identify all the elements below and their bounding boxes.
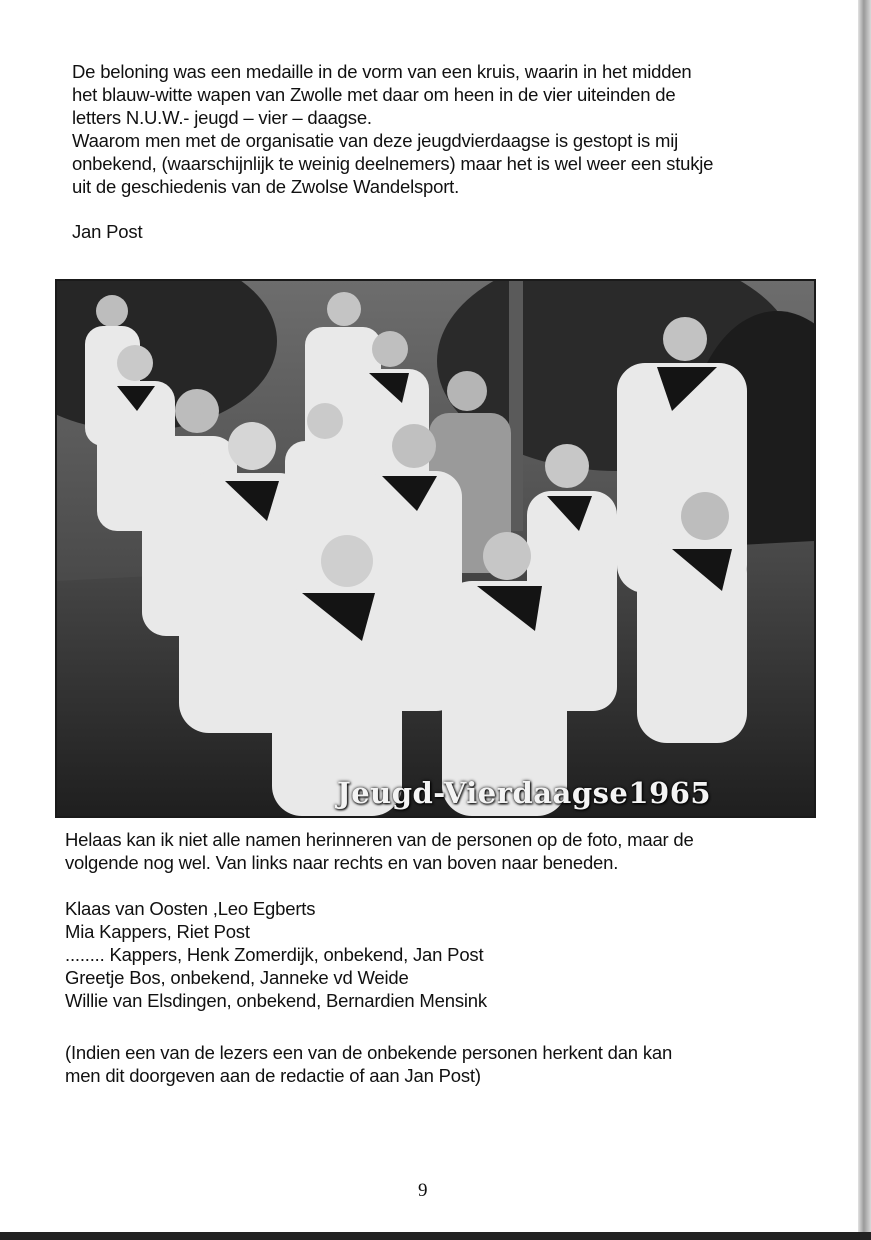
names-line: Greetje Bos, onbekend, Janneke vd Weide: [65, 967, 409, 988]
names-list: [65, 897, 487, 1012]
intro-line: letters N.U.W.- jeugd – vier – daagse.: [72, 107, 372, 128]
photo-illustration: [57, 281, 814, 816]
intro-line: het blauw-witte wapen van Zwolle met daar om heen in de vier uiteinden de: [72, 84, 676, 105]
intro-line: uit de geschiedenis van de Zwolse Wandelsport.: [72, 176, 460, 197]
names-line: Mia Kappers, Riet Post: [65, 921, 250, 942]
page-number: 9: [418, 1180, 428, 1201]
page-edge-shadow: [858, 0, 871, 1240]
page-bottom-edge: [0, 1232, 871, 1240]
note-line: men dit doorgeven aan de redactie of aan Jan Post): [65, 1065, 481, 1086]
reader-note: [65, 1041, 672, 1087]
names-line: ........ Kappers, Henk Zomerdijk, onbekend, Jan Post: [65, 944, 484, 965]
note-line: (Indien een van de lezers een van de onbekende personen herkent dan kan: [65, 1042, 673, 1063]
names-line: Willie van Elsdingen, onbekend, Bernardien Mensink: [65, 990, 487, 1011]
description-line: volgende nog wel. Van links naar rechts en van boven naar beneden.: [65, 852, 619, 873]
description-line: Helaas kan ik niet alle namen herinneren van de personen op de foto, maar de: [65, 829, 694, 850]
intro-paragraph: [72, 60, 713, 198]
intro-line: De beloning was een medaille in de vorm van een kruis, waarin in het midden: [72, 61, 692, 82]
intro-line: onbekend, (waarschijnlijk te weinig deelnemers) maar het is wel weer een stukje: [72, 153, 714, 174]
intro-line: Waarom men met de organisatie van deze jeugdvierdaagse is gestopt is mij: [72, 130, 679, 151]
photo-description: [65, 828, 694, 874]
group-photo: [55, 279, 816, 818]
names-line: Klaas van Oosten ,Leo Egberts: [65, 898, 316, 919]
photo-caption: Jeugd-Vierdaagse1965: [337, 776, 712, 810]
author-signature: Jan Post: [72, 221, 143, 242]
